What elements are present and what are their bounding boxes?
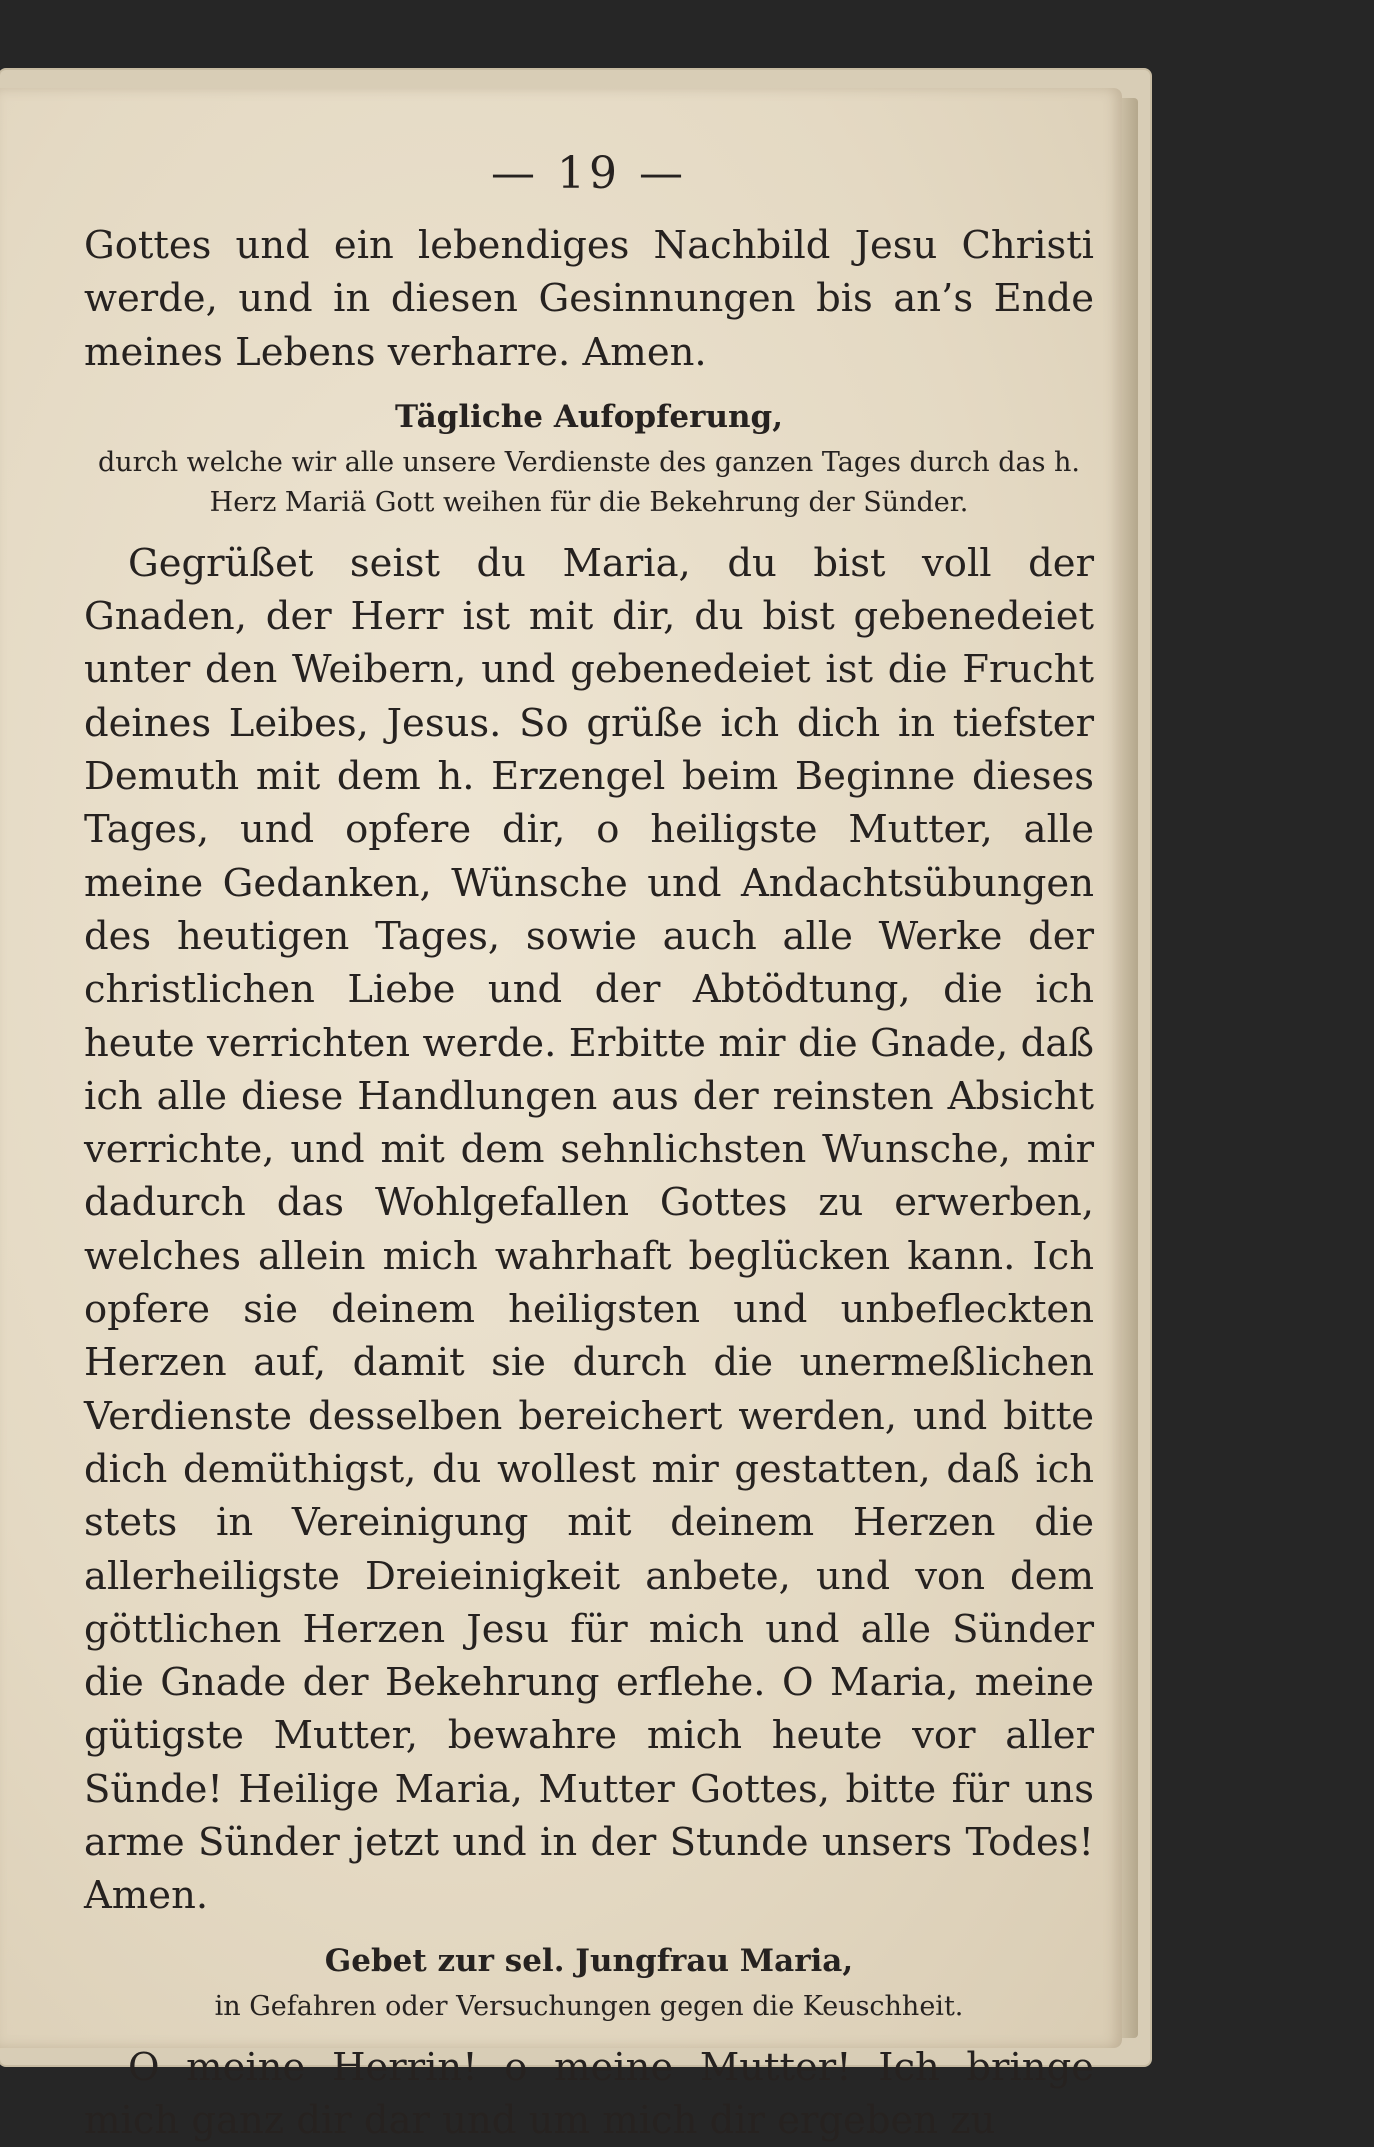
section-subtitle-prayer-to-mary: in Gefahren oder Versuchungen gegen die Keuschheit.: [214, 1990, 964, 2022]
prayer-daily-offering: Gegrüßet seist du Maria, du bist voll der Gnaden, der Herr ist mit dir, du bist gebenedeiet unter den Weibern, und gebenedeiet ist die Frucht deines Leibes, Jesus. So grüße ich dich in tiefster Demuth mit dem h. Erzengel beim Beginne dieses Tages, und opfere dir, o heiligste Mutter, alle meine Gedanken, Wünsche und Andachtsübungen des heutigen Tages, sowie auch alle Werke der christlichen Liebe und der Abtödtung, die ich heute verrichten werde. Erbitte mir die Gnade, daß ich alle diese Handlungen aus der reinsten Absicht verrichte, und mit dem sehnlichsten Wunsche, mir dadurch das Wohlgefallen Gottes zu erwerben, welches allein mich wahrhaft beglücken kann. Ich opfere sie deinem heiligsten und unbefleckten Herzen auf, damit sie durch die unermeßlichen Verdienste desselben bereichert werden, und bitte dich demüthigst, du wollest mir gestatten, daß ich stets in Vereinigung mit deinem Herzen die allerheiligste Dreieinigkeit anbete, und von dem göttlichen Herzen Jesu für mich und alle Sünder die Gnade der Bekehrung erflehe. O Maria, meine gütigste Mutter, bewahre mich heute vor aller Sünde! Heilige Maria, Mutter Gottes, bitte für uns arme Sünder jetzt und in der Stunde unsers Todes! Amen.: [84, 540, 1094, 1919]
page-content: [84, 148, 1094, 2147]
continuation-paragraph: Gottes und ein lebendiges Nachbild Jesu Christi werde, und in diesen Gesinnungen bis an’s Ende meines Lebens verharre. Amen.: [84, 223, 1094, 375]
book-page: [0, 88, 1122, 2143]
page-number: — 19 —: [491, 148, 687, 199]
section-subtitle-daily-offering: durch welche wir alle unsere Verdienste des ganzen Tages durch das h. Herz Mariä Gott weihen für die Bekehrung der Sünder.: [98, 446, 1080, 518]
section-title-prayer-to-mary: Gebet zur sel. Jungfrau Maria,: [324, 1942, 854, 1979]
section-title-daily-offering: Tägliche Aufopferung,: [394, 398, 784, 435]
prayer-to-mary: O meine Herrin! o meine Mutter! Ich bringe mich ganz dir dar und um mich dir ergeben zu: [84, 2044, 1094, 2143]
